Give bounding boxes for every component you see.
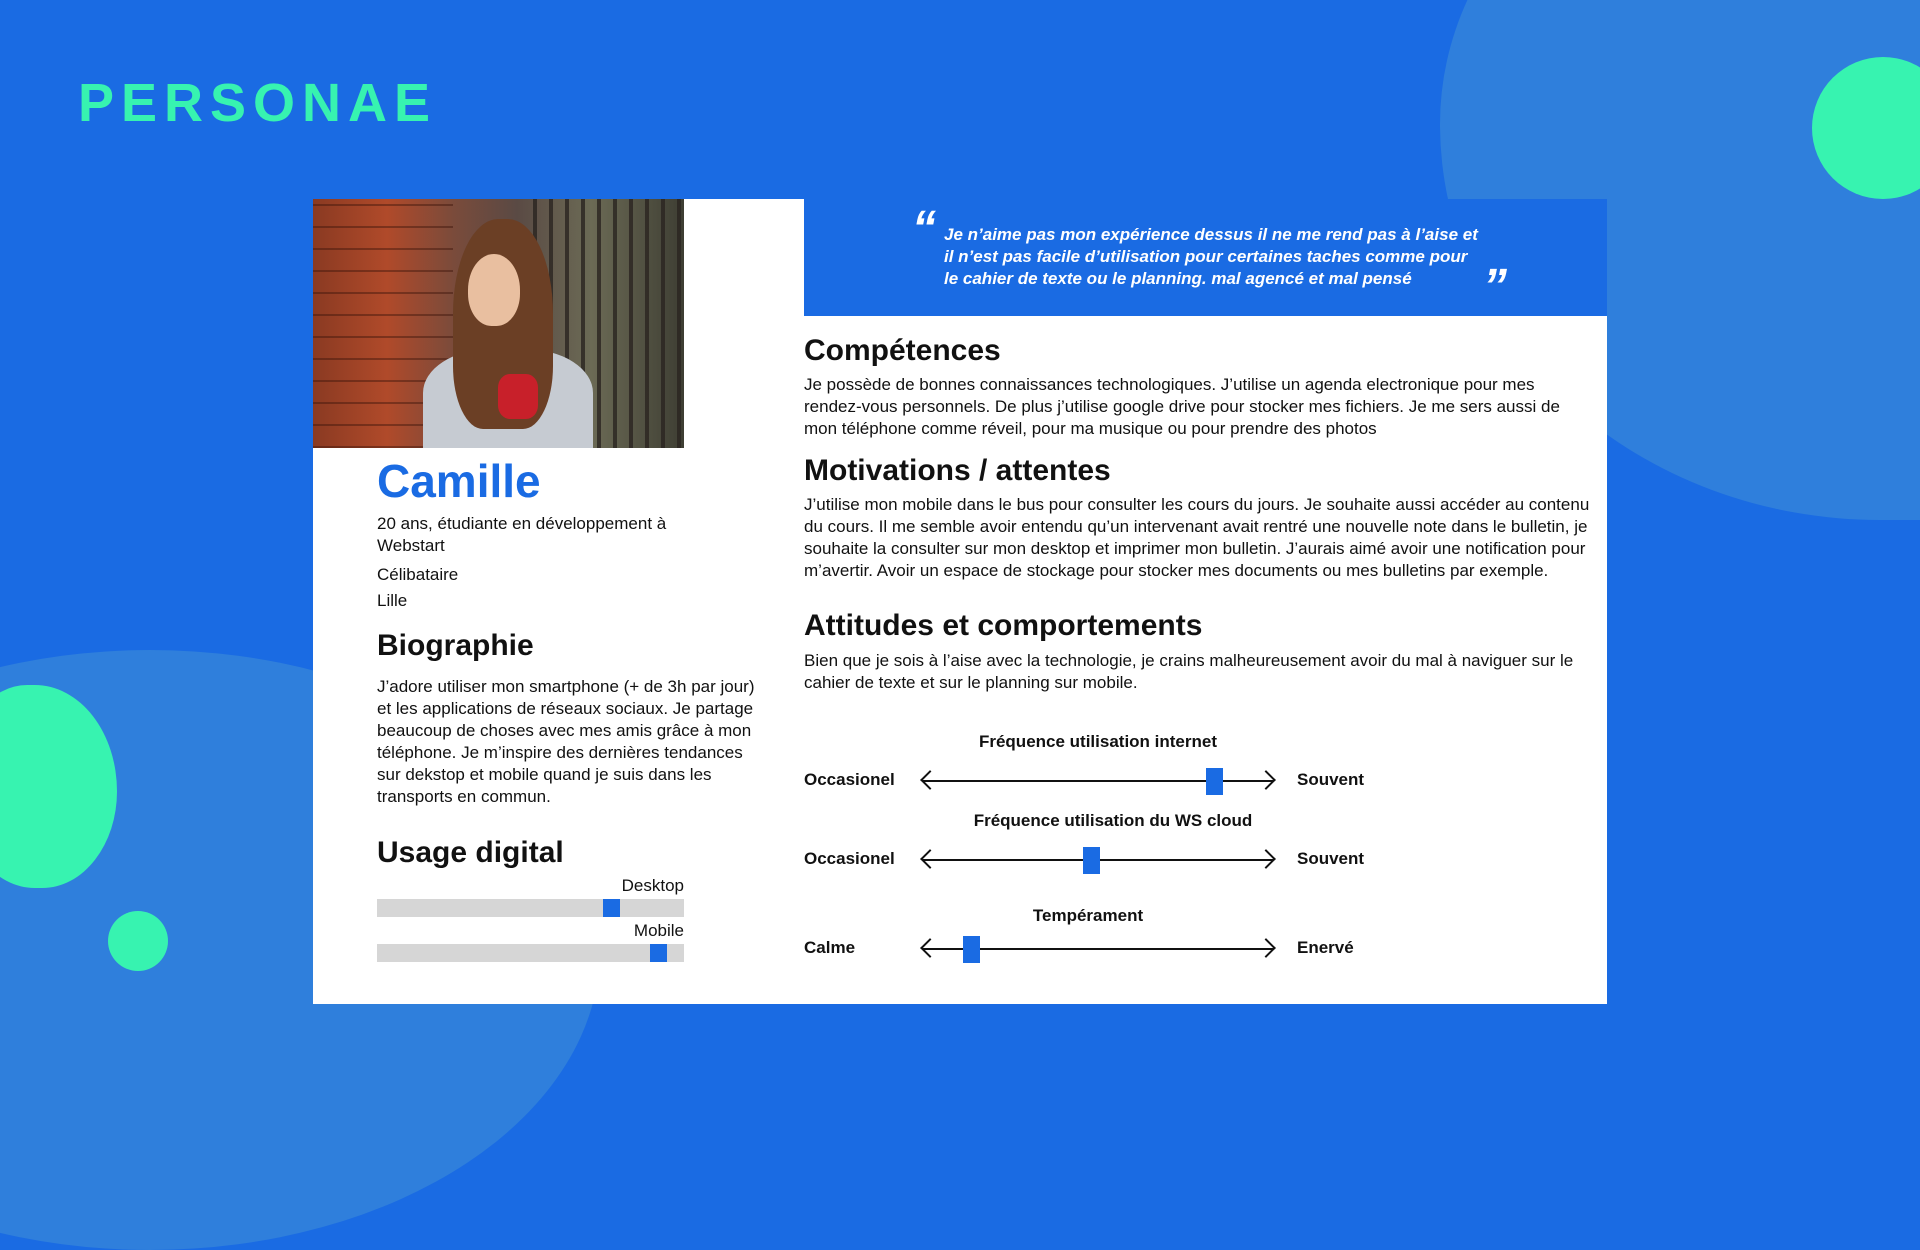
persona-status: Célibataire [377,565,459,584]
quote-text: Je n’aime pas mon expérience dessus il ne me rend pas à l’aise et il n’est pas facile d’utilisation pour certaines taches comme pour le cahier de texte ou le planning. mal agencé et mal pensé [944,225,1478,288]
usage-desktop-bar [377,899,684,917]
biography-text: J’adore utiliser mon smartphone (+ de 3h par jour) et les applications de réseaux sociaux. Je partage beaucoup de choses avec mes amis grâce à mon téléphone. Je m’inspire des dernières tendances sur dekstop et mobile quand je suis dans les transports en commun. [377,677,755,806]
scale-cloud-right-label: Souvent [1297,849,1365,868]
competences-heading: Compétences [804,334,1001,367]
scale-temperament-line [923,948,1273,950]
scale-cloud-title: Fréquence utilisation du WS cloud [973,811,1253,830]
decorative-circle-small [108,911,168,971]
biography-heading: Biographie [377,629,534,662]
usage-desktop-marker [603,899,620,917]
persona-age-occupation: 20 ans, étudiante en développement à Webstart [377,514,667,555]
persona-photo [313,199,684,448]
competences-text: Je possède de bonnes connaissances technologiques. J’utilise un agenda electronique pour mes rendez-vous personnels. De plus j’utilise google drive pour stocker mes fichiers. Je me sers aussi de mon téléphone comme réveil, pour ma musique ou pour prendre des photos [804,375,1560,438]
usage-desktop-label: Desktop [621,876,684,895]
usage-mobile-label: Mobile [633,921,684,940]
usage-digital-heading: Usage digital [377,836,564,869]
scale-internet-line [923,780,1273,782]
motivations-heading: Motivations / attentes [804,454,1111,487]
arrow-right-icon [1256,938,1276,958]
scale-internet-marker [1206,768,1223,795]
persona-city: Lille [377,591,408,610]
attitudes-heading: Attitudes et comportements [804,609,1203,642]
scale-cloud-line [923,859,1273,861]
scale-cloud-left-label: Occasionel [804,849,895,868]
quote-box [804,199,1607,316]
motivations-text: J’utilise mon mobile dans le bus pour consulter les cours du jours. Je souhaite aussi accéder au contenu du cours. Il me semble avoir entendu qu’un intervenant avait rentré une nouvelle note dans le bulletin, je souhaite la consulter sur mon desktop et imprimer mon bulletin. J’aurais aimé avoir une notification pour m’avertir. Avoir un espace de stockage pour stocker mes documents ou mes bulletins par exemple. [804,495,1590,580]
quote-close-mark: ” [1483,260,1507,313]
arrow-right-icon [1256,770,1276,790]
scale-internet-right-label: Souvent [1297,770,1365,789]
usage-mobile-bar [377,944,684,962]
scale-internet-title: Fréquence utilisation internet [978,732,1218,751]
scale-temperament-title: Tempérament [1032,906,1144,925]
arrow-left-icon [920,849,940,869]
page-title: PERSONAE [78,73,438,133]
scale-internet-left-label: Occasionel [804,770,895,789]
arrow-right-icon [1256,849,1276,869]
scale-cloud-marker [1083,847,1100,874]
arrow-left-icon [920,770,940,790]
scale-temperament-marker [963,936,980,963]
persona-name: Camille [377,455,541,507]
attitudes-text: Bien que je sois à l’aise avec la technologie, je crains malheureusement avoir du mal à naviguer sur le cahier de texte et sur le planning sur mobile. [804,651,1574,692]
usage-mobile-marker [650,944,667,962]
quote-open-mark: “ [912,202,936,255]
scale-temperament-right-label: Enervé [1297,938,1354,957]
arrow-left-icon [920,938,940,958]
scale-temperament-left-label: Calme [804,938,856,957]
persona-card [313,199,1607,1004]
